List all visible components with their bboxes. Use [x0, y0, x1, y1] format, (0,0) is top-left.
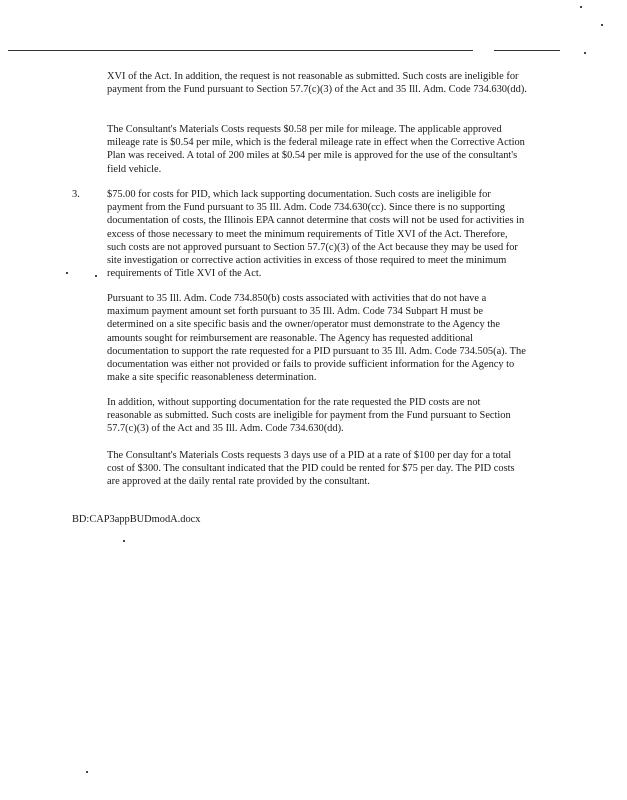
document-reference: BD:CAP3appBUDmodA.docx — [72, 514, 201, 525]
paragraph: In addition, without supporting documentation for the rate requested the PID costs are not reasonable as submitted. Such costs are ineligible for payment from the Fund pursuant to Section 57.7(c)(3) of the Act and 35 Ill. Adm. Code 734.630(dd). — [107, 397, 511, 435]
item-number: 3. — [72, 189, 80, 200]
scan-speck — [66, 272, 68, 274]
header-rule-right — [494, 50, 560, 51]
paragraph: Pursuant to 35 Ill. Adm. Code 734.850(b) costs associated with activities that do not have a maximum payment amount set forth pursuant to 35 Ill. Adm. Code 734 Subpart H must be determined on a site specific basis and the owner/operator must demonstrate to the Agency the amounts sought for reimbursement are reasonable. The Agency has requested additional documentation to support the rate requested for a PID pursuant to 35 Ill. Adm. Code 734.505(a). The documentation was either not provided or fails to provide sufficient information for the Agency to make a site specific reasonableness determination. — [107, 293, 526, 384]
paragraph: The Consultant's Materials Costs requests 3 days use of a PID at a rate of $100 per day for a total cost of $300. The consultant indicated that the PID could be rented for $75 per day. The PID costs are approved at the daily rental rate provided by the consultant. — [107, 450, 515, 488]
header-rule-left — [8, 50, 473, 51]
scan-speck — [601, 24, 603, 26]
scan-speck — [580, 6, 582, 8]
paragraph: $75.00 for costs for PID, which lack supporting documentation. Such costs are ineligible for payment from the Fund pursuant to 35 Ill. Adm. Code 734.630(cc). Since there is no supporting documentation of costs, the Illinois EPA cannot determine that costs will not be used for activities in excess of those necessary to meet the minimum requirements of Title XVI of the Act. Therefore, such costs are not approved pursuant to Section 57.7(c)(3) of the Act because they may be used for site investigation or corrective action activities in excess of those required to meet the minimum requirements of Title XVI of the Act. — [107, 189, 525, 280]
scan-speck — [86, 771, 88, 773]
paragraph: XVI of the Act. In addition, the request is not reasonable as submitted. Such costs are ineligible for payment from the Fund pursuant to Section 57.7(c)(3) of the Act and 35 Ill. Adm. Code 734.630(dd). — [107, 71, 527, 96]
scan-speck — [123, 540, 125, 542]
scan-speck — [95, 275, 97, 277]
scan-speck — [584, 52, 586, 54]
paragraph: The Consultant's Materials Costs requests $0.58 per mile for mileage. The applicable approved mileage rate is $0.54 per mile, which is the federal mileage rate in effect when the Corrective Action Plan was received. A total of 200 miles at $0.54 per mile is approved for the use of the consultant's field vehicle. — [107, 124, 525, 175]
